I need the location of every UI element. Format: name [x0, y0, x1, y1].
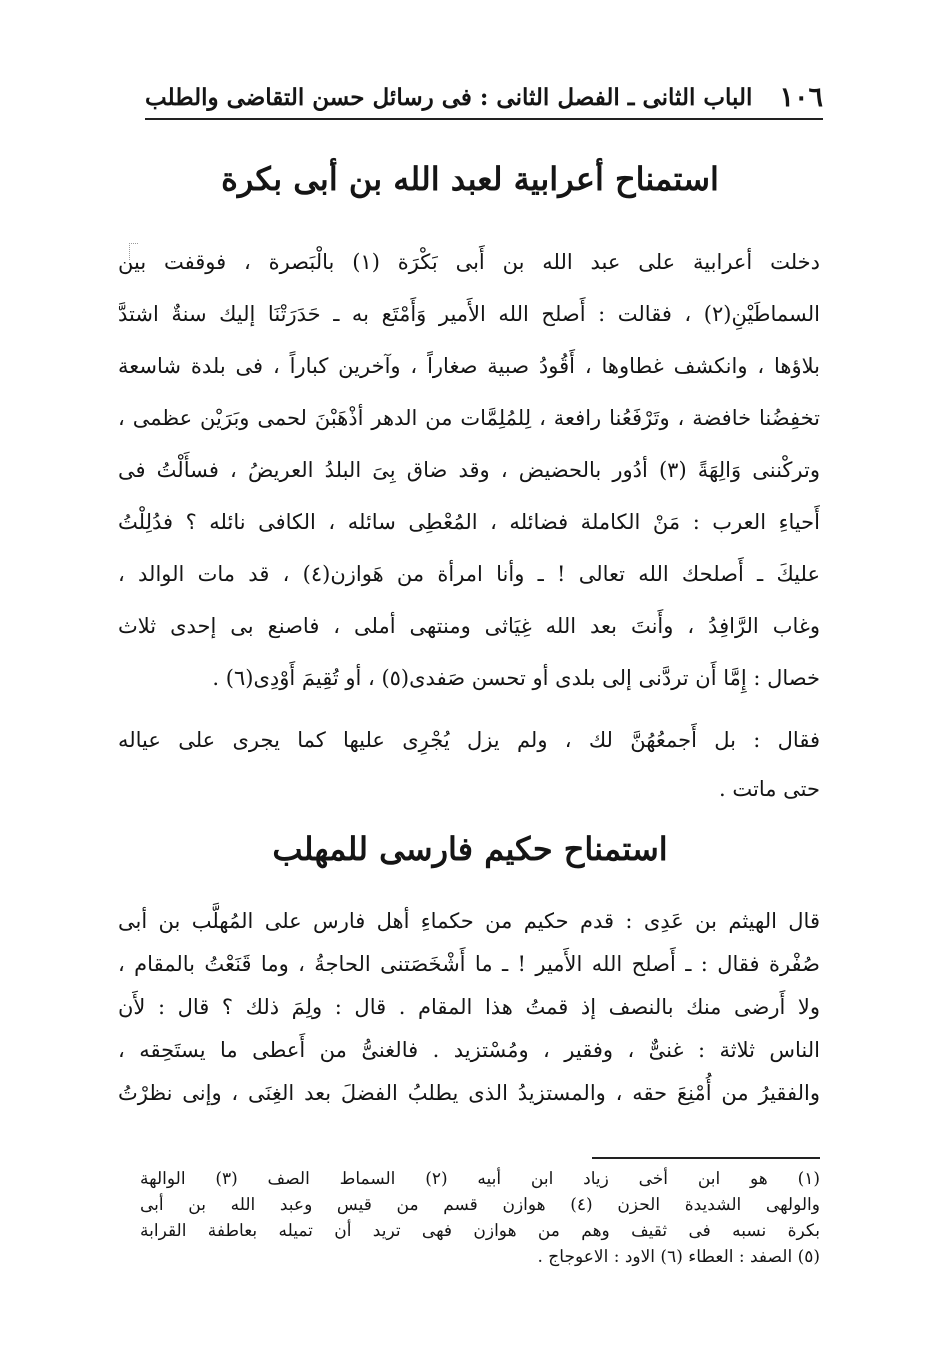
text-line: عليكَ ـ أَصلحك الله تعالى ! ـ وأنا امرأة من هَوازن(٤) ، قد مات الوالد ،: [118, 562, 820, 586]
section-title-2: استمناح حكيم فارسى للمهلب: [272, 830, 668, 868]
text-line: دخلت أعرابية على عبد الله بن أَبى بَكْرَة (١) بالْبَصرة ، فوقفت بين: [118, 250, 820, 274]
page-number: ١٠٦: [779, 81, 823, 113]
footnote-rule: [592, 1157, 820, 1159]
footnote-line: (٥) الصفد : العطاء (٦) الاود : الاعوجاج .: [537, 1247, 820, 1267]
text-line: ولا أَرضى منك بالنصف إذ قمتُ هذا المقام . قال : ولِمَ ذلك ؟ قال : لأَن: [118, 995, 820, 1019]
header-rule: [145, 118, 823, 120]
footnotes: [140, 1166, 820, 1270]
text-line: تخفِضُنا خافضة ، وتَرْفَعُنا رافعة ، لِلمُلِمَّات من الدهر أذْهَبْنَ لحمى وبَرَيْن عظمى ،: [118, 406, 820, 430]
footnote-line: بكرة نسبه فى ثقيف وهم من هوازن فهى تريد أن تميله بعاطفة القرابة: [140, 1221, 820, 1241]
footnote-line: والولهى الشديدة الحزن (٤) هوازن قسم من قيس وعبد الله بن أبى: [140, 1195, 820, 1215]
text-line: وتركْننى وَالِهَةً (٣) أدُور بالحضيض ، وقد ضاق بِىَ البلدُ العريضُ ، فسأَلْتُ فى: [118, 458, 820, 482]
running-header: [145, 78, 823, 116]
section1-paragraph-2: [118, 716, 820, 814]
running-title: الباب الثانى ـ الفصل الثانى : فى رسائل حسن التقاضى والطلب: [145, 83, 753, 111]
text-line: بلاؤها ، وانكشف غطاوها ، أَقُودُ صبية صغاراً ، وآخرين كباراً ، فى بلدة شاسعة: [118, 354, 820, 378]
text-line: الناس ثلاثة : غنىٌّ ، وفقير ، ومُسْتزيد . فالغنىُّ من أَعطى ما يستَحِقه ،: [118, 1038, 820, 1062]
text-line: فقال : بل أَجمعُهُنَّ لك ، ولم يزل يُجْرِى عليها كما يجرى على عياله: [118, 728, 820, 752]
section-title-1: استمناح أعرابية لعبد الله بن أبى بكرة: [221, 160, 719, 198]
text-line: السماطَيْنِ(٢) ، فقالت : أَصلح الله الأَمير وَأَمْتَع به ـ حَدَرَتْنَا إليك سنةٌ اشتدَّ: [118, 302, 820, 326]
section2-paragraph: [118, 900, 820, 1115]
text-line: قال الهيثم بن عَدِى : قدم حكيم من حكماءِ أهل فارس على المُهلَّب بن أبى: [118, 909, 820, 933]
text-line: أَحياءِ العرب : مَنْ الكاملة فضائله ، المُعْطِى سائله ، الكافى نائله ؟ فدُلِلْتُ: [118, 510, 820, 534]
text-line: وغاب الرَّافِدُ ، وأَنتَ بعد الله غِيَاثى ومنتهى أملى ، فاصنع بى إحدى ثلاث: [118, 614, 820, 638]
text-line: والفقيرُ من أُمْنِعَ حقه ، والمستزيدُ الذى يطلبُ الفضلَ بعد الغِنَى ، وإنى نظرْتُ: [118, 1081, 820, 1105]
text-line: صُفْرة فقال : ـ أَصلح الله الأَمير ! ـ ما أَشْخَصَتنى الحاجةُ ، وما قَنَعْتُ بالمقام ،: [118, 952, 820, 976]
text-line: حتى ماتت .: [719, 777, 820, 801]
text-line: خصال : إِمَّا أَن تردَّنى إلى بلدى أو تحسن صَفدى(٥) ، أو تُقِيمَ أَوْدِى(٦) .: [212, 666, 820, 690]
footnote-line: (١) هو ابن أخى زياد ابن أبيه (٢) السماط الصف (٣) الوالهة: [140, 1169, 820, 1189]
section1-paragraph-1: [118, 236, 820, 704]
